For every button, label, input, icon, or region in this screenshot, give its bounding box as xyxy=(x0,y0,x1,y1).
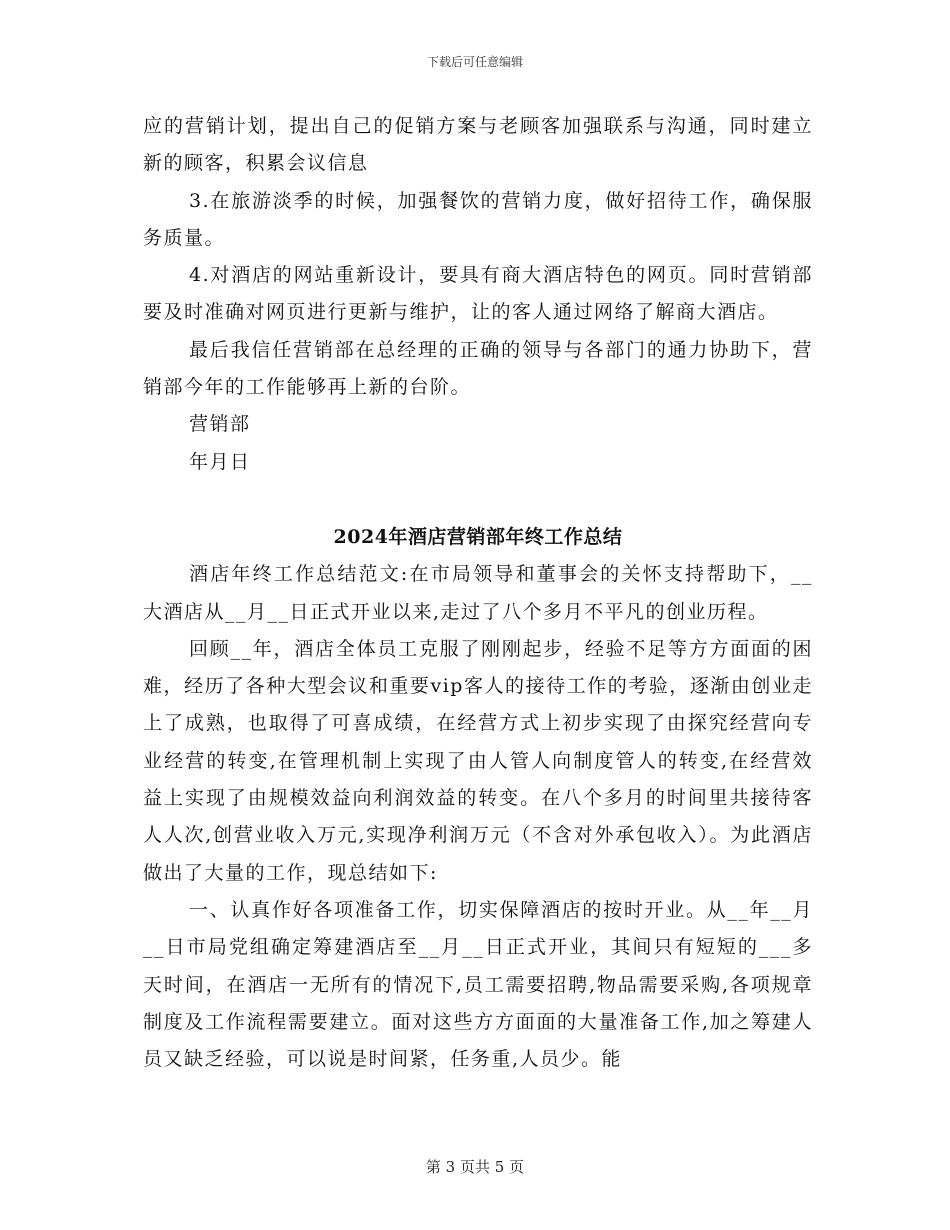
page-header: 下载后可任意编辑 xyxy=(426,55,523,69)
paragraph-closing: 最后我信任营销部在总经理的正确的领导与各部门的通力协助下，营销部今年的工作能够再上新的台阶。 xyxy=(143,338,813,399)
section-spacer xyxy=(143,481,813,519)
signature-date: 年月日 xyxy=(189,450,251,473)
paragraph-review: 回顾__年，酒店全体员工克服了刚刚起步，经验不足等方方面面的困难，经历了各种大型会议和重要vip客人的接待工作的考验，逐渐由创业走上了成熟，也取得了可喜成绩，在经营方式上初步实现了由探究经营向专业经营的转变,在管理机制上实现了由人管人向制度管人的转变,在经营效益上实现了由规模效益向利润效益的转变。在八个多月的时间里共接待客人人次,创营业收入万元,实现净利润万元（不含对外承包收入）。为此酒店做出了大量的工作，现总结如下: xyxy=(143,637,813,884)
page-footer: 第 3 页共 5 页 xyxy=(425,1158,525,1176)
paragraph-item-3: 3.在旅游淡季的时候，加强餐饮的营销力度，做好招待工作，确保服务质量。 xyxy=(143,189,813,249)
paragraph-intro: 酒店年终工作总结范文:在市局领导和董事会的关怀支持帮助下，__大酒店从__月__日正式开业以来,走过了八个多月不平凡的创业历程。 xyxy=(143,563,813,623)
section-title: 2024年酒店营销部年终工作总结 xyxy=(333,525,623,548)
paragraph-continuation: 应的营销计划，提出自己的促销方案与老顾客加强联系与沟通，同时建立新的顾客，积累会议信息 xyxy=(143,115,813,175)
paragraph-point-1: 一、认真作好各项准备工作，切实保障酒店的按时开业。从__年__月__日市局党组确定筹建酒店至__月__日正式开业，其间只有短短的___多天时间，在酒店一无所有的情况下,员工需要招聘,物品需要采购,各项规章制度及工作流程需要建立。面对这些方方面面的大量准备工作,加之筹建人员又缺乏经验，可以说是时间紧，任务重,人员少。能 xyxy=(143,898,813,1071)
paragraph-item-4: 4.对酒店的网站重新设计，要具有商大酒店特色的网页。同时营销部要及时准确对网页进行更新与维护，让的客人通过网络了解商大酒店。 xyxy=(143,264,813,324)
signature-department: 营销部 xyxy=(189,413,251,436)
document-body xyxy=(143,108,813,1078)
